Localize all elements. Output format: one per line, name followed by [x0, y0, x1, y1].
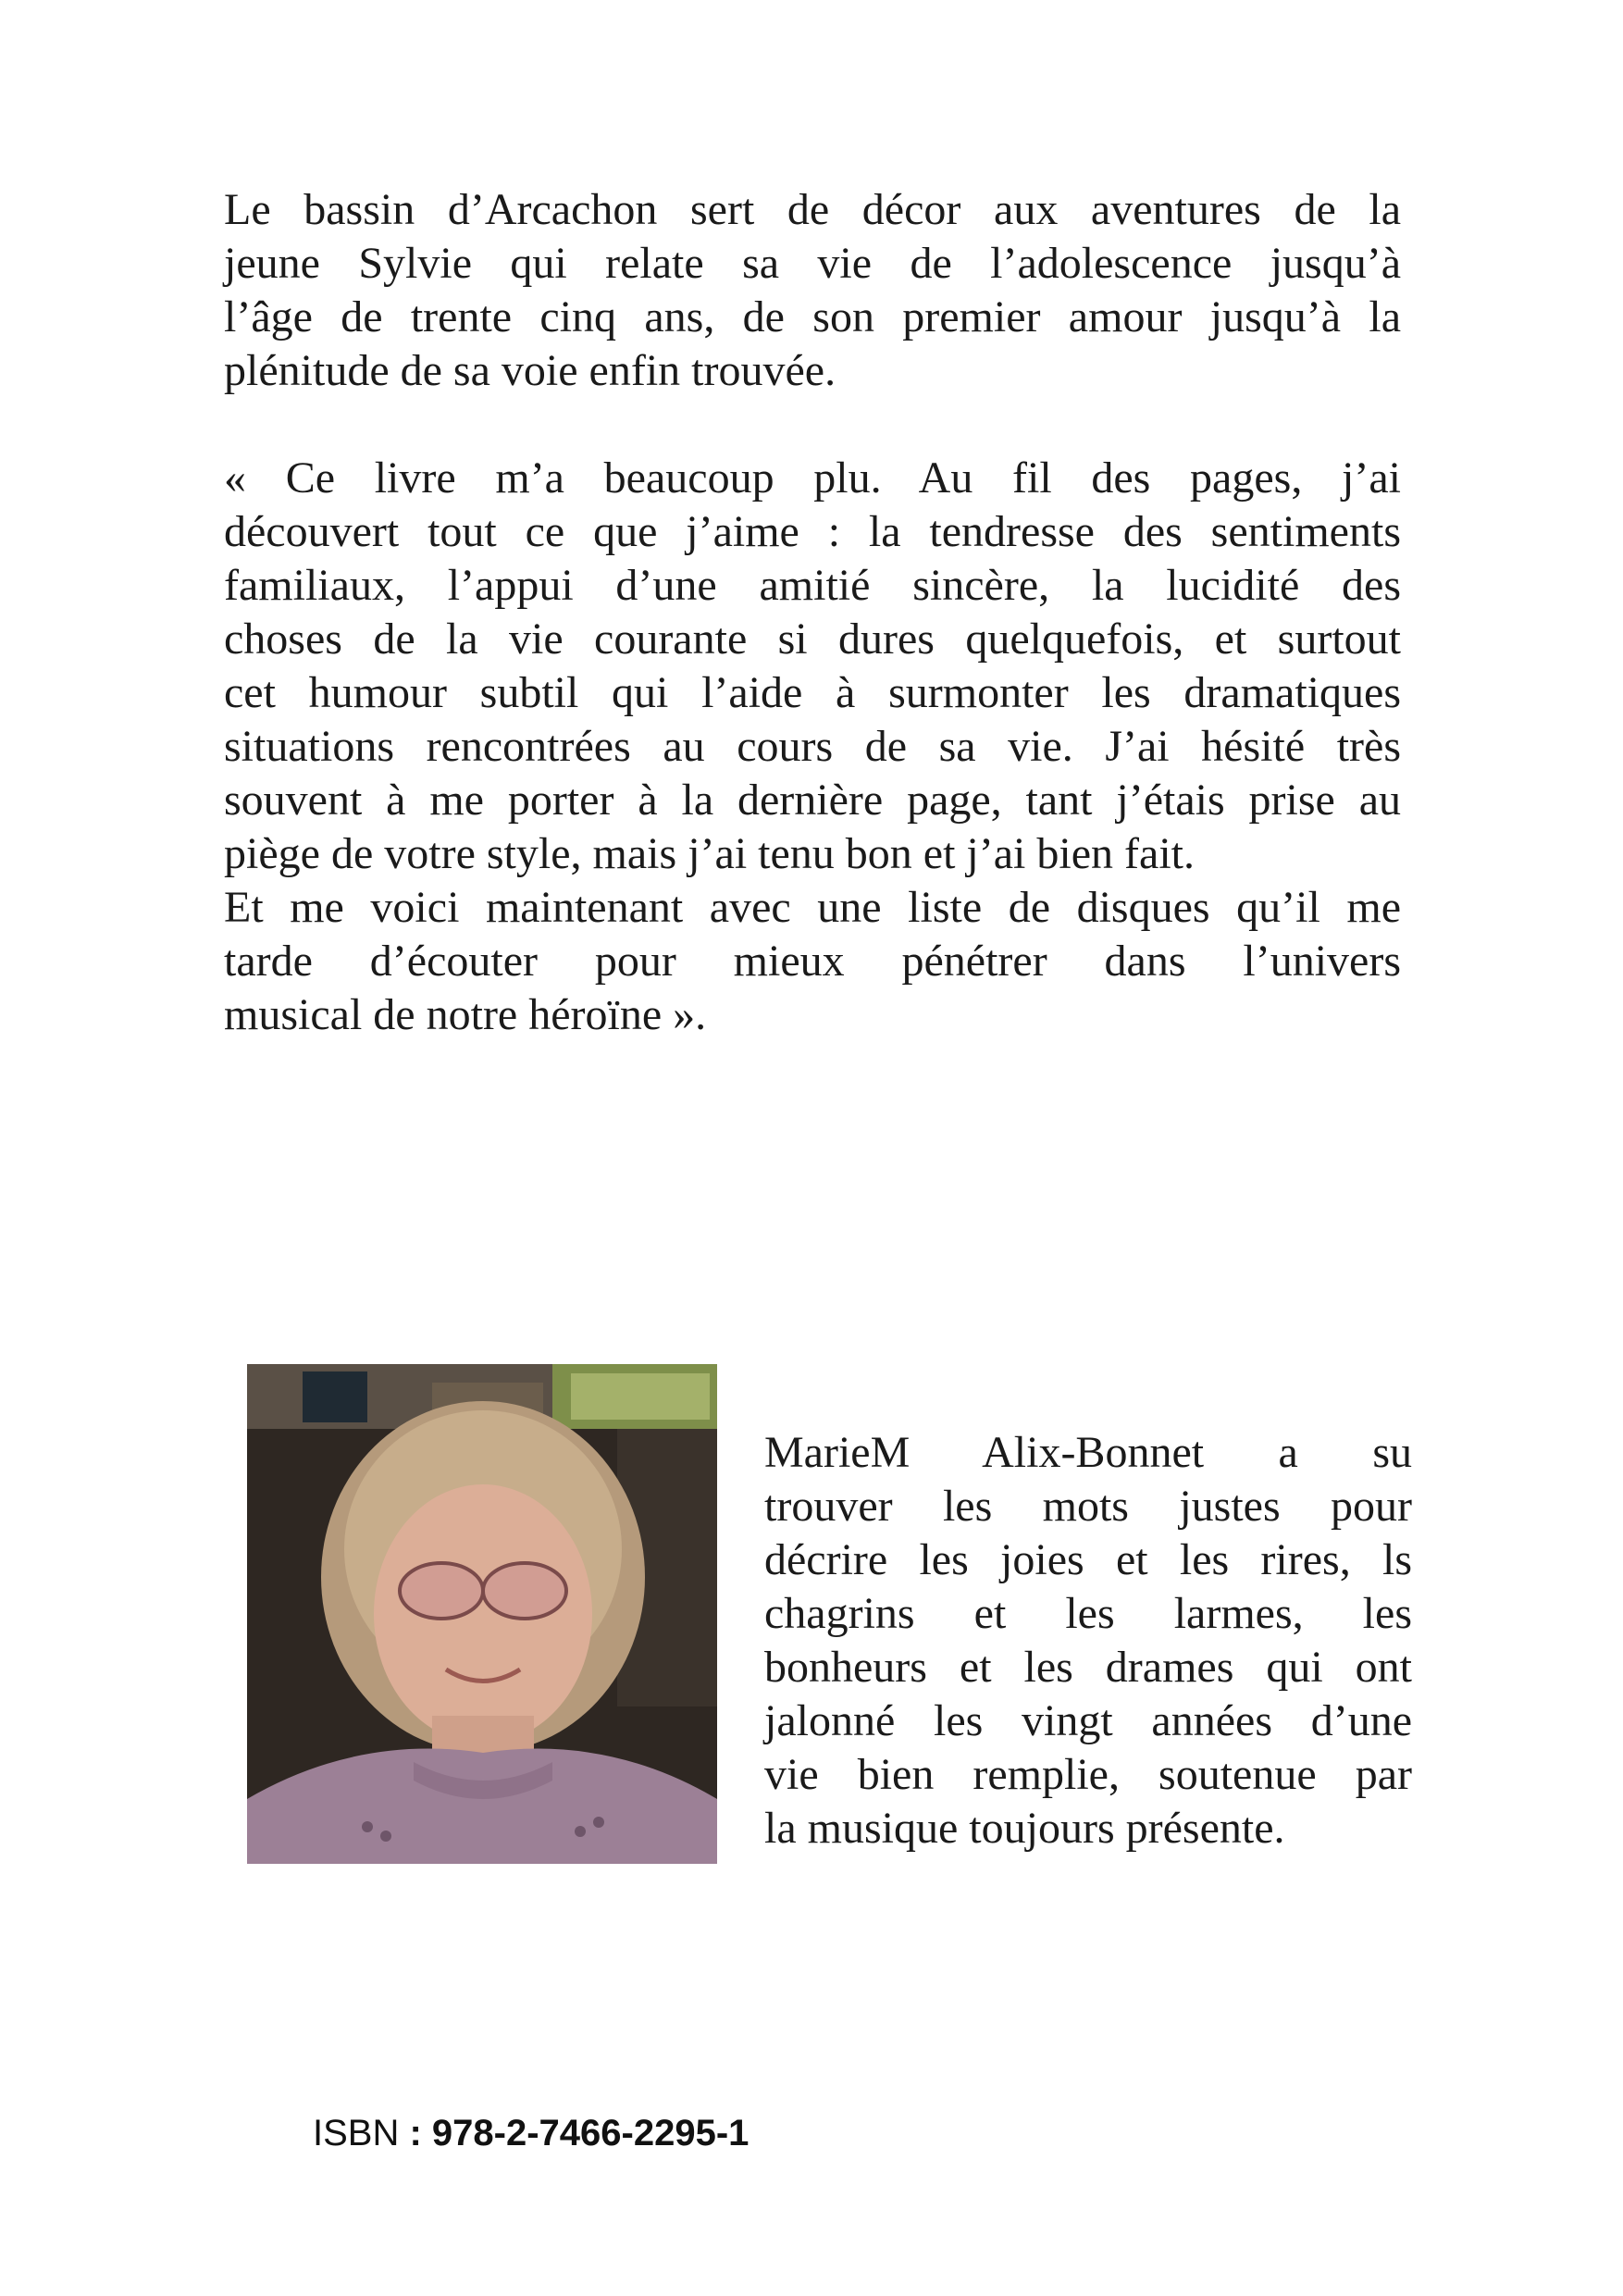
- review-line: piège de votre style, mais j’ai tenu bon et j’ai bien fait.: [224, 829, 1195, 878]
- review-line: tarde d’écouter pour mieux pénétrer dans l’univers: [224, 937, 1401, 986]
- author-bio-line: chagrins et les larmes, les: [764, 1589, 1412, 1638]
- summary-paragraph: [224, 183, 1401, 398]
- review-line: choses de la vie courante si dures quelquefois, et surtout: [224, 614, 1401, 664]
- summary-line: l’âge de trente cinq ans, de son premier amour jusqu’à la: [224, 292, 1401, 341]
- isbn-label: ISBN: [313, 2113, 400, 2153]
- review-line: situations rencontrées au cours de sa vie. J’ai hésité très: [224, 722, 1401, 771]
- review-line: souvent à me porter à la dernière page, tant j’étais prise au: [224, 776, 1401, 825]
- author-bio-line: bonheurs et les drames qui ont: [764, 1643, 1412, 1692]
- review-quote-paragraph: [224, 452, 1401, 1042]
- review-line: « Ce livre m’a beaucoup plu. Au fil des pages, j’ai: [224, 453, 1401, 503]
- author-bio-line: décrire les joies et les rires, ls: [764, 1535, 1412, 1584]
- isbn: [313, 2113, 749, 2154]
- author-bio-line: MarieM Alix-Bonnet a su: [764, 1428, 1412, 1477]
- author-bio-line: trouver les mots justes pour: [764, 1482, 1412, 1531]
- summary-line: plénitude de sa voie enfin trouvée.: [224, 346, 836, 395]
- summary-line: Le bassin d’Arcachon sert de décor aux aventures de la: [224, 185, 1401, 234]
- review-line: musical de notre héroïne ».: [224, 990, 707, 1039]
- review-line: familiaux, l’appui d’une amitié sincère, la lucidité des: [224, 561, 1401, 610]
- review-line: cet humour subtil qui l’aide à surmonter les dramatiques: [224, 668, 1401, 717]
- author-bio-line: la musique toujours présente.: [764, 1804, 1285, 1853]
- isbn-number: : 978-2-7466-2295-1: [409, 2113, 750, 2153]
- summary-line: jeune Sylvie qui relate sa vie de l’adolescence jusqu’à: [224, 239, 1401, 288]
- author-photo: [247, 1364, 717, 1864]
- author-bio-line: vie bien remplie, soutenue par: [764, 1750, 1412, 1799]
- review-line: Et me voici maintenant avec une liste de disques qu’il me: [224, 883, 1401, 932]
- review-line: découvert tout ce que j’aime : la tendresse des sentiments: [224, 507, 1401, 556]
- author-bio-paragraph: [764, 1426, 1412, 1855]
- author-bio-line: jalonné les vingt années d’une: [764, 1696, 1412, 1745]
